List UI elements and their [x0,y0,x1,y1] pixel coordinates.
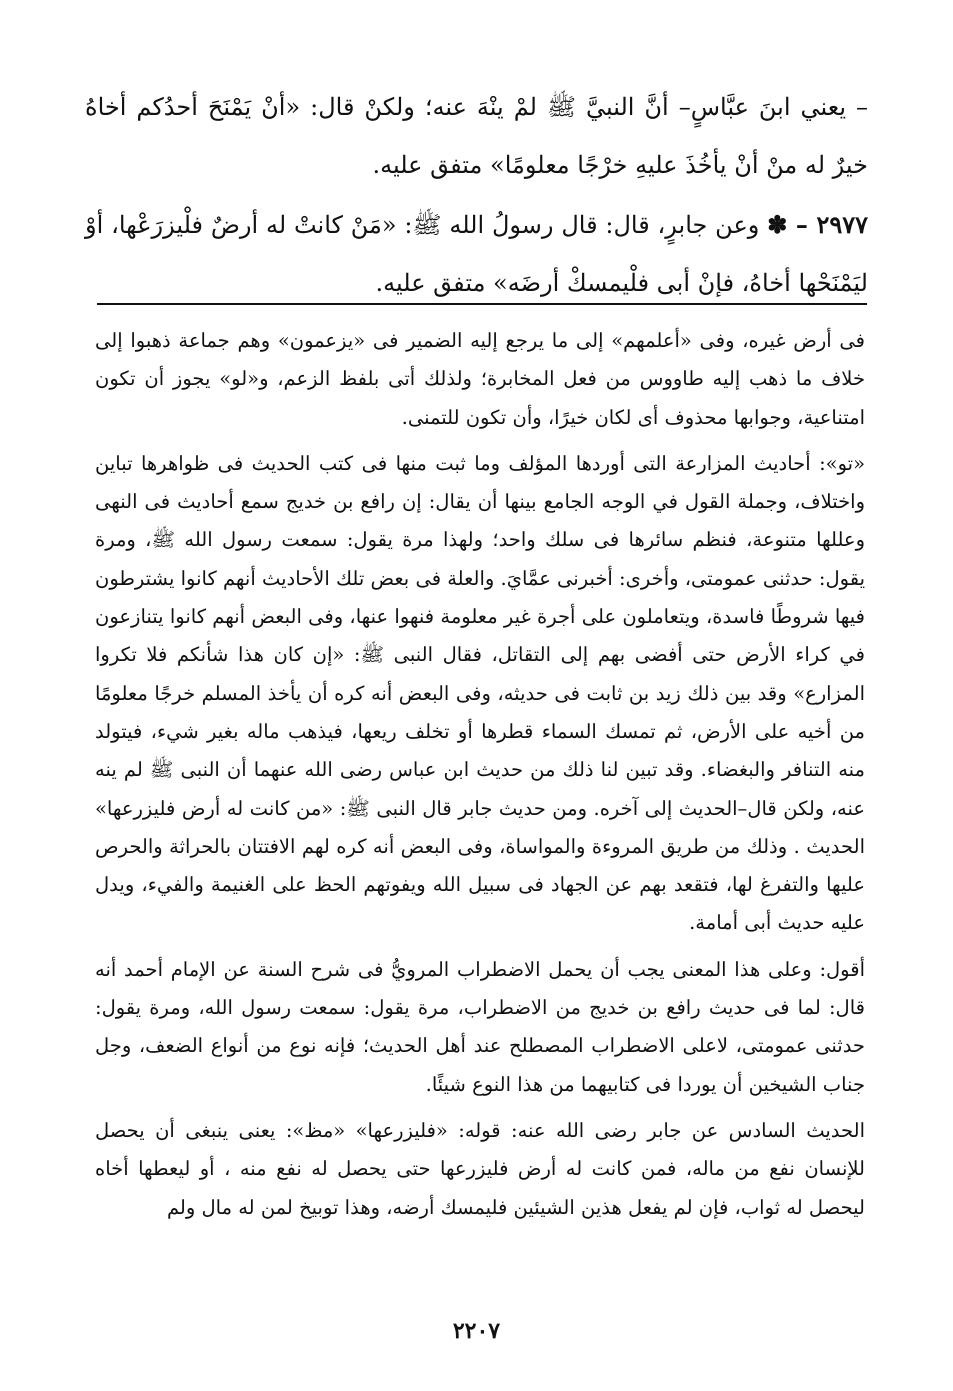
commentary-paragraph: «تو»: أحاديث المزارعة التى أوردها المؤلف وما ثبت منها فى كتب الحديث فى ظواهرها تباين واختلاف، وجملة القول في الوجه الجامع بينها أن يقال: إن رافع بن خديج سمع أحاديث فى النهى وعللها متنوعة، فنظم سائرها فى سلك واحد؛ ولهذا مرة يقول: سمعت رسول الله ﷺ، ومرة يقول: حدثنى عمومتى، وأخرى: أخبرنى عمَّايَ. والعلة فى بعض تلك الأحاديث أنهم كانوا يشترطون فيها شروطًا فاسدة، ويتعاملون على أجرة غير معلومة فنهوا عنها، وفى البعض أنهم كانوا يتنازعون في كراء الأرض حتى أفضى بهم إلى التقاتل، فقال النبى ﷺ: «إن كان هذا شأنكم فلا تكروا المزارع» وقد بين ذلك زيد بن ثابت فى حديثه، وفى البعض أنه كره أن يأخذ المسلم خرجًا معلومًا من أخيه على الأرض، ثم تمسك السماء قطرها أو تخلف ريعها، فيذهب ماله بغير شيء، فيتولد منه التنافر والبغضاء. وقد تبين لنا ذلك من حديث ابن عباس رضى الله عنهما أن النبى ﷺ لم ينه عنه، ولكن قال–الحديث إلى آخره. ومن حديث جابر قال النبى ﷺ: «من كانت له أرض فليزرعها» الحديث . وذلك من طريق المروءة والمواساة، وفى البعض أنه كره لهم الافتتان بالحراثة والحرص عليها والتفرغ لها، فتقعد بهم عن الجهاد فى سبيل الله ويفوتهم الحظ على الغنيمة والفيء، ويدل عليه حديث أبى أمامة. [95,451,865,935]
main-paragraph: – يعني ابنَ عبَّاسٍ– أنَّ النبيَّ ﷺ لمْ ينْهَ عنه؛ ولكنْ قال: «أنْ يَمْنَحَ أحدُكم أخاهُ خيرٌ له منْ أنْ يأخُذَ عليهِ خرْجًا معلومًا» متفق عليه. [85,93,868,179]
commentary-paragraph: فى أرض غيره، وفى «أعلمهم» إلى ما يرجع إليه الضمير فى «يزعمون» وهم جماعة ذهبوا إلى خلاف ما ذهب إليه طاووس من فعل المخابرة؛ ولذلك أتى بلفظ الزعم، و«لو» يجوز أن تكون امتناعية، وجوابها محذوف أى لكان خيرًا، وأن تكون للتمنى. [95,329,865,429]
page-number: ٢٢٠٧ [452,1318,501,1344]
footnote-divider [97,303,867,305]
hadith-number: ٢٩٧٧ – ✽ [767,210,868,239]
hadith-paragraph [85,196,868,312]
hadith-text: وعن جابرٍ، قال: قال رسولُ الله ﷺ: «مَنْ كانتْ له أرضٌ فلْيزرَعْها، أوْ ليَمْنَحْها أخاهُ، فإنْ أبى فلْيمسكْ أرضَه» متفق عليه. [85,211,868,297]
commentary-block [95,322,865,1235]
commentary-paragraph: أقول: وعلى هذا المعنى يجب أن يحمل الاضطراب المرويُّ فى شرح السنة عن الإمام أحمد أنه قال: لما فى حديث رافع بن خديج من الاضطراب، مرة يقول: سمعت رسول الله، ومرة يقول: حدثنى عمومتى، لاعلى الاضطراب المصطلح عند أهل الحديث؛ فإنه نوع من أنواع الضعف، وجل جناب الشيخين أن يوردا فى كتابيهما من هذا النوع شيئًا. [95,957,865,1096]
main-text-block [85,78,868,312]
commentary-paragraph: الحديث السادس عن جابر رضى الله عنه: قوله: «فليزرعها» «مظ»: يعنى ينبغى أن يحصل للإنسان نفع من ماله، فمن كانت له أرض فليزرعها حتى يحصل له نفع منه ، أو ليعطها أخاه ليحصل له ثواب، فإن لم يفعل هذين الشيئين فليمسك أرضه، وهذا توبيخ لمن له مال ولم [95,1118,865,1219]
